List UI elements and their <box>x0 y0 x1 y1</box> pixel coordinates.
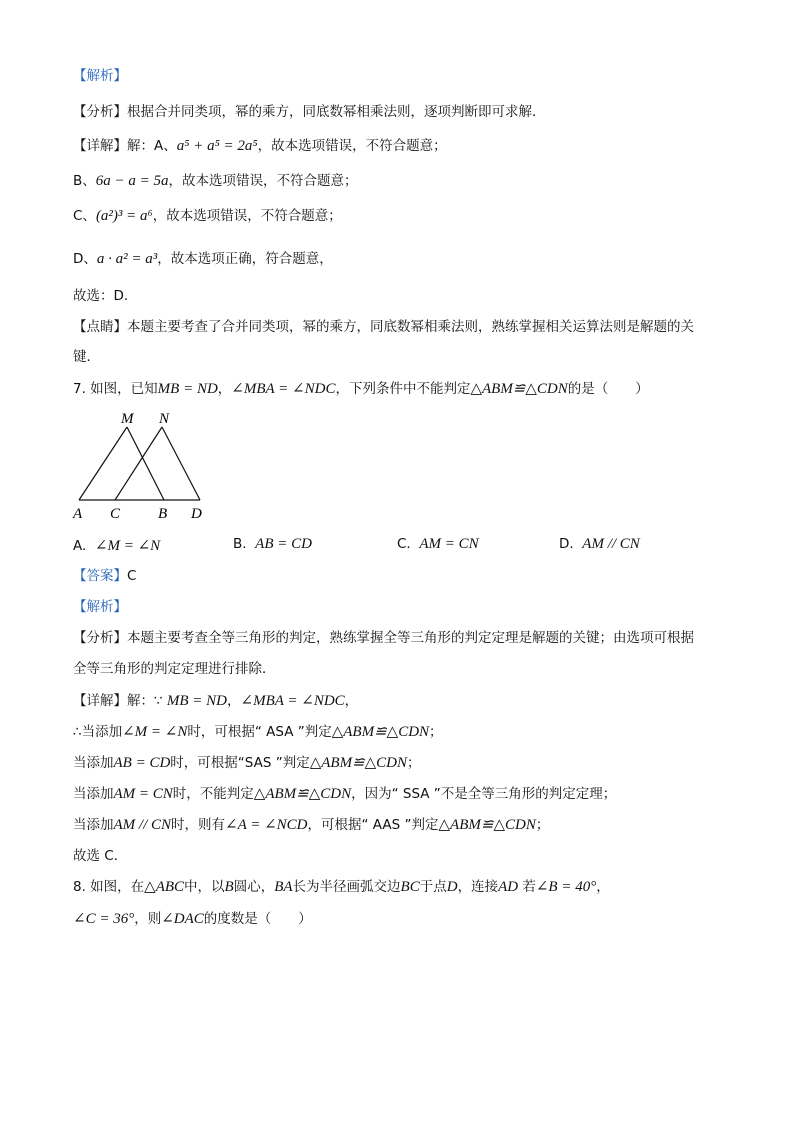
text-line <box>73 754 421 772</box>
option-a <box>73 536 160 555</box>
option-letter: B. <box>233 536 247 552</box>
math-expression: ∠M = ∠N <box>122 724 188 740</box>
text-line <box>73 660 276 678</box>
text-segment: 全等三角形的判定定理进行排除． <box>73 661 276 677</box>
math-expression: a⁵ + a⁵ = 2a⁵ <box>176 138 258 154</box>
triangle-figure <box>60 405 230 525</box>
text-line <box>73 785 616 803</box>
text-segment: 时，不能判定 <box>172 786 254 802</box>
text-line <box>73 910 312 928</box>
text-segment: 故选 C． <box>73 848 128 864</box>
math-expression: △ABM≌△CDN <box>253 786 352 802</box>
math-expression: △ABM≌△CDN <box>438 817 536 833</box>
text-segment: 的是（ ） <box>567 381 649 397</box>
text-line <box>73 380 649 398</box>
option-d <box>559 536 640 553</box>
math-expression: 6a − a = 5a <box>95 173 169 189</box>
label-M: M <box>121 411 134 427</box>
text-segment: 时，则有 <box>171 817 226 833</box>
text-segment: C <box>127 568 137 584</box>
text-segment: C、 <box>73 208 96 224</box>
text-line <box>73 207 342 225</box>
math-expression: ∠MBA = ∠NDC <box>231 381 336 397</box>
math-expression: (a²)³ = a⁶ <box>95 208 153 224</box>
text-line <box>73 287 128 305</box>
math-expression: ∠DAC <box>161 911 204 927</box>
text-line <box>73 598 127 616</box>
math-expression: BA <box>274 879 293 895</box>
math-expression: ∠C = 36° <box>73 911 135 927</box>
text-segment: ，下列条件中不能判定 <box>335 381 471 397</box>
text-segment: 若 <box>518 879 536 895</box>
math-expression: BC <box>400 879 420 895</box>
math-expression: B <box>224 879 234 895</box>
option-letter: C. <box>397 536 411 552</box>
text-segment: 时，可根据“SAS ”判定 <box>170 755 310 771</box>
text-line <box>73 103 546 121</box>
text-segment: 7. 如图，已知 <box>73 381 158 397</box>
section-label: 【解析】 <box>73 599 127 615</box>
text-segment: ，故本选项正确，符合题意， <box>157 251 333 267</box>
segment-AM <box>79 427 127 500</box>
math-expression: ∠A = ∠NCD <box>225 817 308 833</box>
text-segment: 圆心， <box>233 879 275 895</box>
text-segment: ； <box>429 724 443 740</box>
option-expr: AM = CN <box>419 536 479 552</box>
segment-CN <box>115 427 162 500</box>
text-segment: ， <box>344 693 359 709</box>
text-segment: ，可根据“ AAS ”判定 <box>307 817 439 833</box>
text-segment: 当添加 <box>73 755 114 771</box>
label-N: N <box>159 411 170 427</box>
text-segment: 当添加 <box>73 817 114 833</box>
text-segment: 【分析】根据合并同类项，幂的乘方，同底数幂相乘法则，逐项判断即可求解． <box>73 104 546 120</box>
text-line <box>73 67 127 85</box>
section-label: 【解析】 <box>73 68 127 84</box>
text-segment: 【点睛】本题主要考查了合并同类项，幂的乘方，同底数幂相乘法则，熟练掌握相关运算法则是解题的关 <box>73 319 694 335</box>
text-segment: 【详解】解：∵ <box>73 693 167 709</box>
label-D: D <box>191 506 202 522</box>
text-line <box>73 847 127 865</box>
text-segment: 【分析】本题主要考查全等三角形的判定，熟练掌握全等三角形的判定定理是解题的关键；由选项可根据 <box>73 630 694 646</box>
text-segment: 中，以 <box>184 879 225 895</box>
text-segment: 于点 <box>419 879 447 895</box>
text-line <box>73 318 694 336</box>
math-expression: a · a² = a³ <box>96 251 158 267</box>
text-segment: 时，可根据“ ASA ”判定 <box>187 724 332 740</box>
label-C: C <box>110 506 121 522</box>
text-line <box>73 250 333 268</box>
math-expression: MB = ND <box>157 381 218 397</box>
math-expression: AM // CN <box>113 817 172 833</box>
label-A: A <box>73 506 83 522</box>
math-expression: △ABM≌△CDN <box>470 381 568 397</box>
text-segment: ， <box>227 693 241 709</box>
text-line <box>73 723 443 741</box>
text-segment: 8. 如图，在 <box>73 879 145 895</box>
text-segment: ∴当添加 <box>73 724 123 740</box>
text-segment: ； <box>535 817 550 833</box>
text-segment: 键． <box>73 349 100 365</box>
math-expression: △ABM≌△CDN <box>309 755 408 771</box>
text-line <box>73 348 100 366</box>
section-label: 【答案】 <box>73 568 127 584</box>
text-line <box>73 692 358 710</box>
math-expression: MB = ND <box>166 693 228 709</box>
text-segment: 【详解】解：A、 <box>73 138 177 154</box>
text-segment: D、 <box>73 251 97 267</box>
text-segment: ，因为“ SSA ”不是全等三角形的判定定理； <box>351 786 617 802</box>
text-segment: ，则 <box>134 911 162 927</box>
text-segment: 故选：D. <box>73 288 129 304</box>
segment-MB <box>127 427 164 500</box>
option-c <box>397 536 479 553</box>
math-expression: ∠B = 40° <box>535 879 597 895</box>
text-segment: B、 <box>73 173 96 189</box>
text-segment: ， <box>217 381 232 397</box>
text-segment: ，故本选项错误，不符合题意； <box>168 173 358 189</box>
math-expression: △ABM≌△CDN <box>331 724 430 740</box>
text-line <box>73 137 447 155</box>
math-expression: ∠MBA = ∠NDC <box>240 693 345 709</box>
text-segment: 当添加 <box>73 786 114 802</box>
text-segment: ，连接 <box>457 879 499 895</box>
text-line <box>73 816 549 834</box>
math-expression: AM = CN <box>113 786 173 802</box>
option-expr: AB = CD <box>255 536 312 552</box>
math-expression: AB = CD <box>113 755 171 771</box>
option-letter: A. <box>73 538 87 554</box>
math-expression: D <box>446 879 458 895</box>
text-segment: 长为半径画弧交边 <box>292 879 401 895</box>
text-line <box>73 567 136 585</box>
option-expr: AM // CN <box>582 536 640 552</box>
segment-ND <box>162 427 200 500</box>
text-line <box>73 172 358 190</box>
text-line <box>73 629 694 647</box>
option-b <box>233 536 312 553</box>
text-segment: ，故本选项错误，不符合题意； <box>257 138 447 154</box>
text-segment: ，故本选项错误，不符合题意； <box>152 208 342 224</box>
text-line <box>73 878 610 896</box>
label-B: B <box>158 506 168 522</box>
math-expression: AD <box>498 879 519 895</box>
math-expression: △ABC <box>144 879 185 895</box>
option-letter: D. <box>559 536 574 552</box>
text-segment: ， <box>596 879 610 895</box>
text-segment: 的度数是（ ） <box>203 911 312 927</box>
option-expr: ∠M = ∠N <box>94 538 161 554</box>
text-segment: ； <box>407 755 421 771</box>
